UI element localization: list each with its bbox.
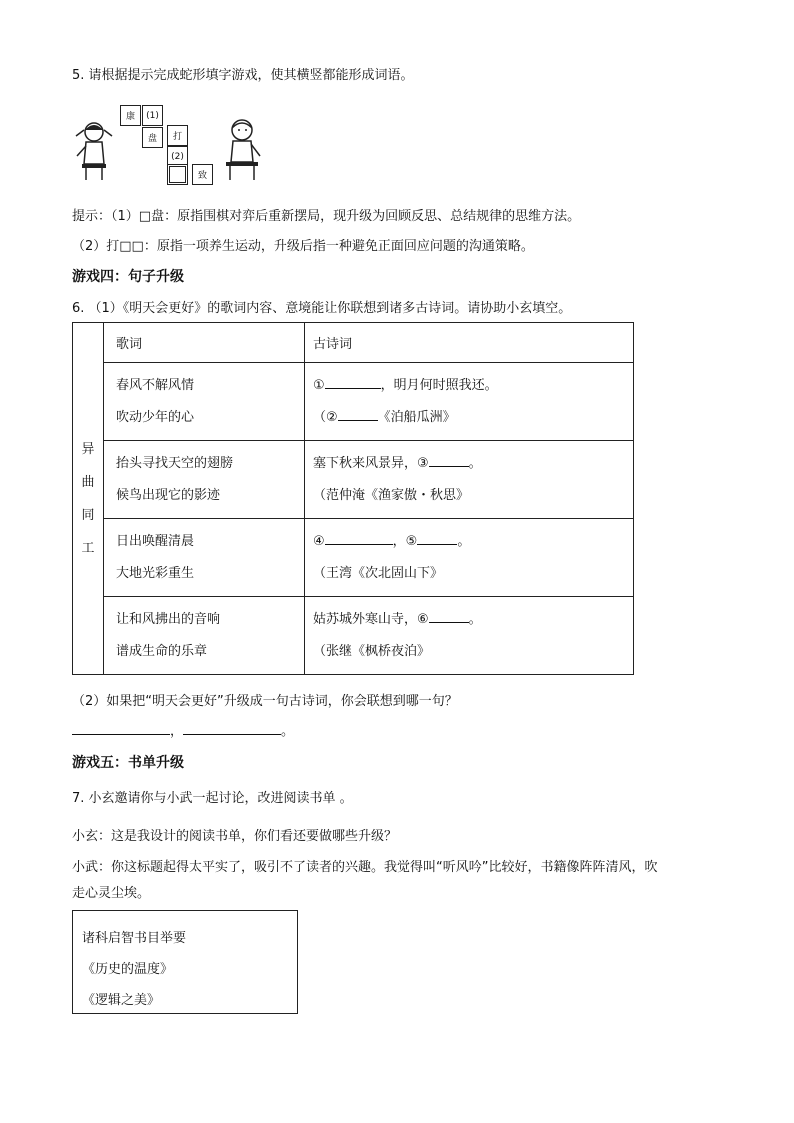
- poem-cell: [305, 597, 634, 675]
- poem-text: 。: [457, 533, 471, 549]
- answer-blank-5[interactable]: [417, 532, 457, 545]
- poem-text: ，明月何时照我还。: [380, 377, 498, 393]
- side-label: [73, 323, 104, 675]
- answer-blank-7[interactable]: [72, 722, 170, 735]
- q7-wu-dialogue: 小武：你这标题起得太平实了，吸引不了读者的兴趣。我觉得叫“听风吟”比较好，书籍像阵阵清风，吹: [72, 860, 658, 875]
- poem-text: ④: [313, 533, 325, 549]
- table-row: [73, 519, 634, 597]
- booklist-item: 《逻辑之美》: [82, 993, 161, 1008]
- poem-line: （王湾《次北固山下》: [313, 565, 444, 581]
- poem-text: 。: [468, 455, 482, 471]
- lyric-cell: [104, 441, 305, 519]
- puzzle-cell-kang: 康: [120, 105, 141, 126]
- answer-blank-8[interactable]: [183, 722, 281, 735]
- header-poem: 古诗词: [305, 323, 634, 363]
- boy-figure-icon: [222, 118, 266, 182]
- answer-blank-2[interactable]: [338, 408, 378, 421]
- booklist-title: 诸科启智书目举要: [82, 931, 187, 946]
- q7-wu-dialogue-cont: 走心灵尘埃。: [72, 886, 151, 901]
- lyric-line: 让和风拂出的音响: [116, 611, 221, 627]
- answer-separator: ，: [170, 724, 184, 739]
- header-lyrics: 歌词: [104, 323, 305, 363]
- poem-cell: [305, 519, 634, 597]
- lyric-line: 谱成生命的乐章: [116, 643, 208, 659]
- lyric-line: 吹动少年的心: [116, 409, 195, 425]
- q7-xuan-dialogue: 小玄：这是我设计的阅读书单，你们看还要做哪些升级？: [72, 829, 398, 844]
- snake-puzzle: [72, 100, 272, 190]
- lyric-cell: [104, 597, 305, 675]
- q6-title: 6. （1）《明天会更好》的歌词内容、意境能让你联想到诸多古诗词。请协助小玄填空。: [72, 301, 572, 316]
- lyric-cell: [104, 519, 305, 597]
- poem-text: 《泊船瓜洲》: [377, 409, 456, 425]
- poem-text: 。: [468, 611, 482, 627]
- poem-line: [313, 448, 633, 480]
- side-char: 曲: [81, 474, 95, 490]
- game4-heading: 游戏四：句子升级: [72, 269, 184, 285]
- answer-blank-1[interactable]: [325, 376, 381, 389]
- answer-blank-6[interactable]: [429, 610, 469, 623]
- puzzle-cell-da: 打: [167, 125, 188, 146]
- side-char: 工: [81, 540, 95, 556]
- q7-title: 7. 小玄邀请你与小武一起讨论，改进阅读书单 。: [72, 791, 353, 806]
- table-row: [73, 363, 634, 441]
- answer-blank-4[interactable]: [325, 532, 393, 545]
- game5-heading: 游戏五：书单升级: [72, 755, 184, 771]
- answer-blank-3[interactable]: [429, 454, 469, 467]
- q6-answer-line: [72, 720, 294, 739]
- hint-label: 提示：: [72, 209, 112, 224]
- q5-title: 5. 请根据提示完成蛇形填字游戏，使其横竖都能形成词语。: [72, 68, 414, 83]
- booklist-box: [72, 910, 298, 1014]
- puzzle-cell-pan: 盘: [142, 127, 163, 148]
- poem-text: ，⑤: [392, 533, 418, 549]
- poem-cell: [305, 363, 634, 441]
- poem-cell: [305, 441, 634, 519]
- side-char: 异: [81, 441, 95, 457]
- q5-hint-1: [72, 205, 580, 224]
- poem-line: （范仲淹《渔家傲・秋思》: [313, 487, 470, 503]
- booklist-item: 《历史的温度》: [82, 962, 174, 977]
- poem-table: [72, 322, 634, 675]
- table-row: [73, 597, 634, 675]
- lyric-line: 春风不解风情: [116, 377, 195, 393]
- poem-text: （②: [313, 409, 338, 425]
- poem-text: ①: [313, 377, 325, 393]
- girl-figure-icon: [72, 120, 116, 182]
- q6-part2: （2）如果把“明天会更好”升级成一句古诗词，你会联想到哪一句？: [72, 694, 458, 709]
- hint-1-text: （1）□盘：原指围棋对弈后重新摆局，现升级为回顾反思、总结规律的思维方法。: [111, 209, 581, 224]
- poem-line: （张继《枫桥夜泊》: [313, 643, 431, 659]
- poem-table-header-row: [73, 323, 634, 363]
- lyric-line: 候鸟出现它的影迹: [116, 487, 221, 503]
- poem-line: [313, 370, 633, 402]
- lyric-line: 大地光彩重生: [116, 565, 195, 581]
- poem-text: 姑苏城外寒山寺，⑥: [313, 611, 429, 627]
- puzzle-cell-blank: [167, 164, 188, 185]
- answer-end: 。: [281, 724, 295, 739]
- puzzle-cell-1: (1): [142, 105, 163, 126]
- poem-text: 塞下秋来风景异，③: [313, 455, 429, 471]
- poem-line: [313, 402, 633, 434]
- puzzle-cell-2: (2): [167, 146, 188, 167]
- table-row: [73, 441, 634, 519]
- side-char: 同: [81, 507, 95, 523]
- poem-line: [313, 526, 633, 558]
- lyric-cell: [104, 363, 305, 441]
- lyric-line: 抬头寻找天空的翅膀: [116, 455, 234, 471]
- q5-hint-2: （2）打□□：原指一项养生运动，升级后指一种避免正面回应问题的沟通策略。: [72, 239, 534, 254]
- puzzle-cell-zhi: 致: [192, 164, 213, 185]
- poem-line: [313, 604, 633, 636]
- lyric-line: 日出唤醒清晨: [116, 533, 195, 549]
